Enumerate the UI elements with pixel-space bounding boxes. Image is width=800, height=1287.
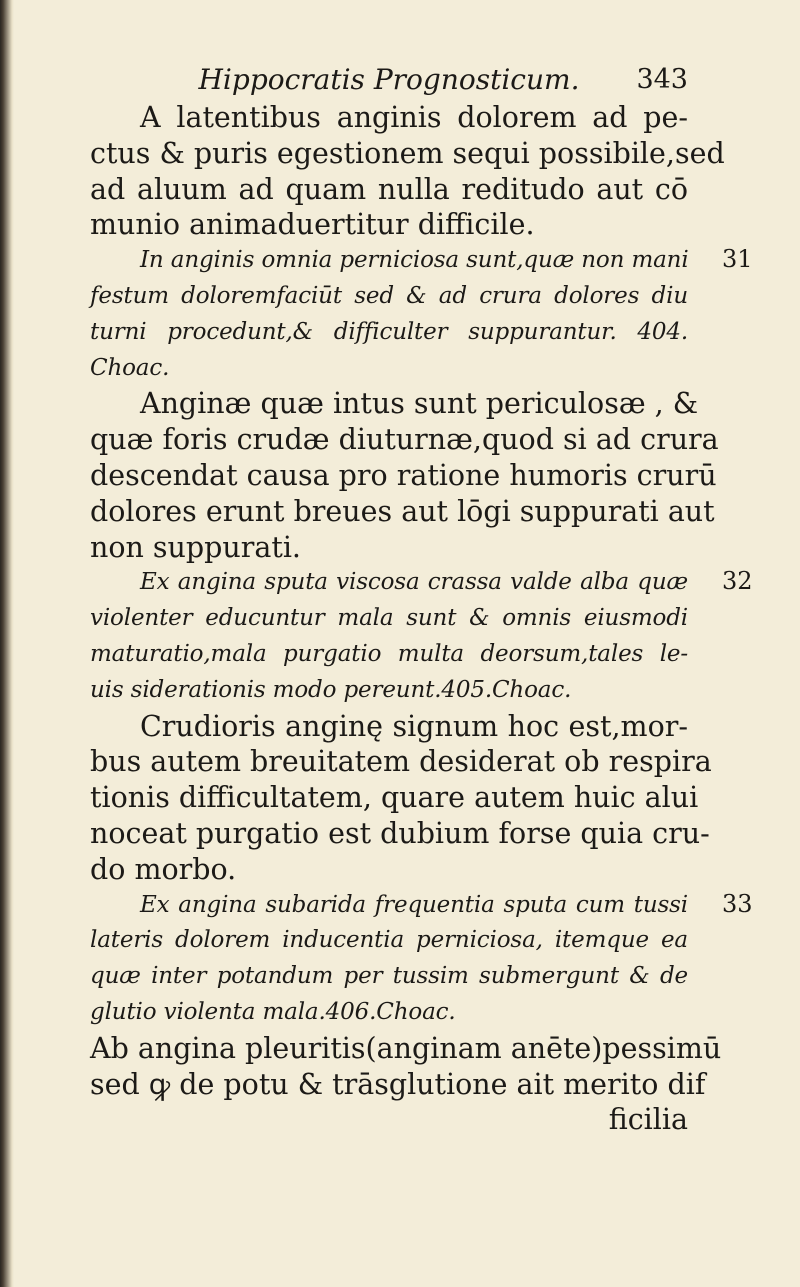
text-line: Crudioris anginę signum hoc est,mor- — [140, 709, 688, 743]
text-line: maturatio,mala purgatio multa deorsum,tales le- — [90, 640, 688, 667]
text-line: festum doloremfaciūt sed & ad crura dolores diu — [90, 282, 688, 309]
text-line: do morbo. — [90, 852, 237, 886]
text-line: ficilia — [608, 1103, 688, 1137]
text-line: Choac. — [90, 354, 170, 381]
text-line: dolores erunt breues aut lōgi suppurati aut — [90, 494, 715, 528]
body-text — [90, 100, 725, 1138]
running-title: Hippocratis Prognosticum. — [198, 63, 580, 96]
text-line: ctus & puris egestionem sequi possibile,sed — [90, 136, 725, 170]
text-line: Ex angina subarida frequentia sputa cum tussi — [140, 891, 688, 918]
text-line: violenter educuntur mala sunt & omnis eiusmodi — [90, 605, 688, 632]
margin-number: 31 — [722, 245, 753, 274]
margin-number: 32 — [722, 567, 753, 596]
text-line: non suppurati. — [90, 530, 301, 564]
text-line: In anginis omnia perniciosa sunt,quæ non mani — [140, 247, 689, 274]
text-line: noceat purgatio est dubium forse quia cru- — [90, 816, 710, 850]
margin-number: 33 — [722, 889, 753, 918]
text-line: Ex angina sputa viscosa crassa valde alba quæ — [140, 569, 688, 596]
text-block — [90, 60, 725, 1138]
text-line: quæ inter potandum per tussim submergunt & de — [90, 963, 688, 990]
text-line: descendat causa pro ratione humoris crurū — [90, 458, 717, 492]
text-line: Anginæ quæ intus sunt periculosæ , & — [140, 387, 699, 421]
text-line: quæ foris crudæ diuturnæ,quod si ad crura — [90, 423, 719, 457]
text-line: turni procedunt,& difficulter suppurantur. 404. — [90, 318, 688, 345]
text-line: glutio violenta mala.406.Choac. — [90, 998, 456, 1025]
text-line: A latentibus anginis dolorem ad pe- — [140, 101, 688, 134]
text-line: bus autem breuitatem desiderat ob respira — [90, 745, 712, 779]
text-line: tionis difficultatem, quare autem huic alui — [90, 781, 699, 815]
text-line: munio animaduertitur difficile. — [90, 208, 535, 242]
text-line: ad aluum ad quam nulla reditudo aut cō — [90, 172, 688, 206]
running-header — [90, 60, 688, 100]
text-line: sed ꝙ de potu & trāsglutione ait merito dif — [90, 1067, 706, 1101]
text-line: Ab angina pleuritis(anginam anēte)pessimū — [90, 1031, 722, 1065]
text-line: uis siderationis modo pereunt.405.Choac. — [90, 676, 572, 703]
page-number: 343 — [636, 64, 688, 95]
text-line: lateris dolorem inducentia perniciosa, itemque ea — [90, 927, 688, 954]
